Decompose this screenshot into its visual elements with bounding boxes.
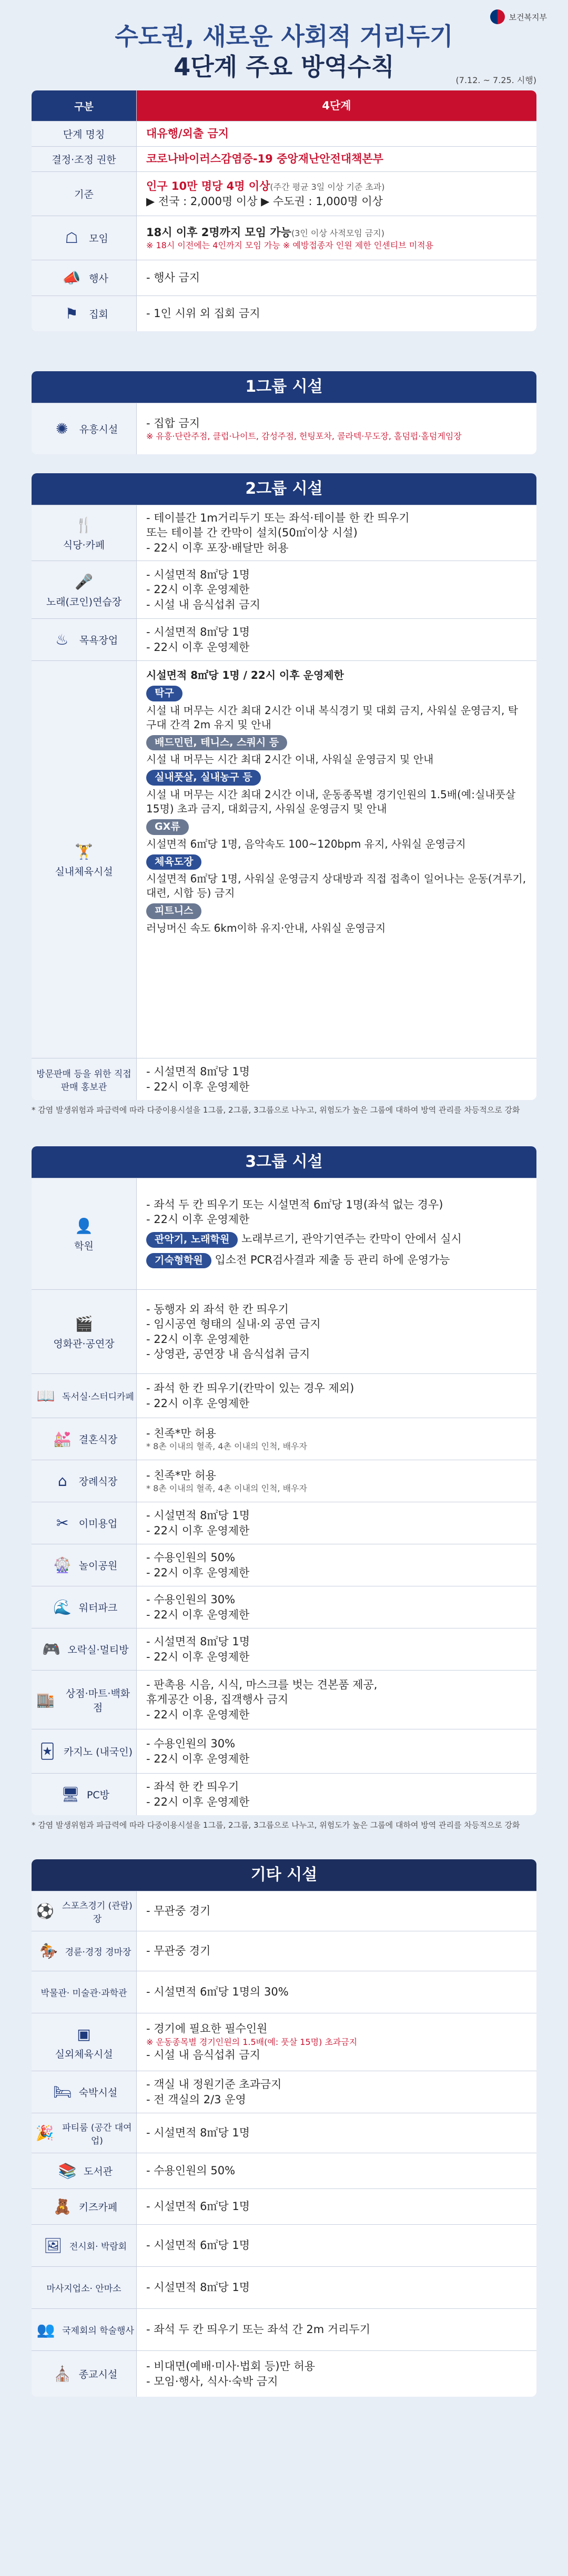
row-label [32,1628,137,1670]
rule-line: - 시설면적 8㎡당 1명 [146,568,250,581]
facility-row [32,505,536,561]
row-value [137,1774,536,1815]
row-label: 박물관· 미술관·과학관 [32,1971,137,2013]
page-title [0,21,568,82]
row-value [137,2351,536,2397]
facility-row [32,403,536,454]
rule-line: - 22시 이후 운영제한 [146,1332,250,1346]
row-label [32,1774,137,1815]
rule-line: - 22시 이후 운영제한 [146,1213,250,1226]
facility-row [32,1544,536,1586]
sport-rule: 시설 내 머무는 시간 최대 2시간 이내 복식경기 및 대회 금지, 사워실 운영금지, 탁구대 간격 2m 유지 및 안내 [146,704,519,731]
facility-row [32,1891,536,1931]
rule-line: - 수용인원의 30% [146,1737,236,1750]
sport-tag: 탁구 [146,686,182,701]
row-value: - 시설면적 8㎡당 1명 [146,2281,250,2294]
row-label [32,1729,137,1773]
label-text: 카지노 (내국인) [64,1746,133,1758]
facility-row [32,1931,536,1971]
rule-line: - 임시공연 형태의 실내·외 공연 금지 [146,1318,321,1331]
row-label [32,2071,137,2113]
row-label [32,505,137,561]
footnote: * 감염 발생위험과 파급력에 따라 다중이용시설을 1그룹, 2그룹, 3그룹으로 나누고, 위험도가 높은 그룹에 대하여 방역 관리를 차등적으로 강화 [32,1820,520,1830]
row-value [137,1460,536,1502]
store-icon: 🏬 [36,1691,55,1708]
col-label: 구분 [32,90,137,121]
row-label [32,2113,137,2153]
rule-line: - 22시 이후 운영제한 [146,640,250,654]
rule-note: ※ 유흥·단란주점, 클럽·나이트, 감성주점, 헌팅포차, 콜라텍·무도장, 홀덤펍·홀덤게임장 [146,431,462,441]
row-label [32,619,137,660]
row-label [32,2351,137,2397]
row-value: - 좌석 두 칸 띄우기 또는 좌석 간 2m 거리두기 [146,2323,371,2336]
label-text: 전시회· 박람회 [69,2242,127,2252]
label-text: 목욕장업 [79,635,118,646]
facility-row [32,1628,536,1670]
row-value [137,1586,536,1628]
label-text: 영화관·공연장 [53,1338,115,1350]
academy-rule: 노래부르기, 관악기연주는 칸막이 안에서 실시 [241,1233,462,1246]
soccer-icon: ⚽ [36,1902,54,1920]
label-text: 워터파크 [78,1602,118,1614]
rule-line: - 수용인원의 50% [146,1551,236,1564]
restaurant-icon: 🍴 [75,516,93,534]
row-value [137,2013,536,2071]
church-icon: ⛪ [53,2365,72,2382]
row-value [137,172,536,216]
row-label [32,1460,137,1502]
field-icon: ▣ [77,2025,91,2043]
sport-rule: 시설 내 머무는 시간 최대 2시간 이내, 사워실 운영금지 및 안내 [146,753,434,766]
rule-line: - 시설면적 8㎡당 1명 [146,626,250,639]
row-value: - 수용인원의 50% [146,2164,236,2177]
overview-row [32,296,536,331]
criteria-main: 인구 10만 명당 4명 이상 [146,180,270,193]
facility-row [32,1586,536,1628]
rule-line: - 22시 이후 포장·배달만 허용 [146,541,289,554]
sport-rule: 시설면적 6㎡당 1명, 사워실 운영금지 상대방과 직접 접촉이 일어나는 운동(겨루기, 대련, 시합 등) 금지 [146,872,526,900]
sport-tag: 피트니스 [146,903,201,919]
row-label [32,661,137,1058]
criteria-sub: (주간 평균 3일 이상 기준 초과) [270,182,385,192]
overview-row [32,121,536,146]
label-text: 스포츠경기 (관람)장 [62,1900,133,1925]
academy-tag: 관악기, 노래학원 [146,1232,238,1248]
rule-line: - 22시 이후 운영제한 [146,1708,250,1721]
overview-header-row [32,90,536,121]
bath-icon: ♨ [55,631,69,648]
rule-line: - 동행자 외 좌석 한 칸 띄우기 [146,1302,289,1316]
academy-rule: 입소전 PCR검사결과 제출 등 관리 하에 운영가능 [215,1253,450,1266]
label-text: 장례식장 [78,1476,118,1488]
row-value [137,561,536,618]
row-value [137,2071,536,2113]
gathering-main: 18시 이후 2명까지 모임 가능 [146,226,291,239]
row-label: 방문판매 등을 위한 직접판매 홍보관 [32,1058,137,1100]
facility-row [32,1289,536,1373]
sport-tag: 배드민턴, 테니스, 스쿼시 등 [146,735,287,751]
sport-rule: 시설면적 6㎡당 1명, 음악속도 100~120bpm 유지, 사워실 운영금지 [146,837,466,850]
wedding-icon: 💒 [53,1430,72,1448]
row-value [137,1544,536,1586]
row-value [137,505,536,561]
rule-line: - 테이블간 1m거리두기 또는 좌석·테이블 한 칸 띄우기 [146,511,410,524]
row-value [137,1628,536,1670]
rule-note: ※ 운동종목별 경기인원의 1.5배(예: 풋살 15명) 초과금지 [146,2037,358,2047]
rule-line: - 친족*만 허용 [146,1469,216,1482]
criteria-detail: ▶ 전국 : 2,000명 이상 ▶ 수도권 : 1,000명 이상 [146,195,383,208]
sport-tag: 실내풋살, 실내농구 등 [146,770,261,786]
row-value: - 무관중 경기 [146,1944,211,1958]
horse-icon: 🏇 [39,1942,58,1960]
rule-line: - 22시 이후 운영제한 [146,1397,250,1410]
overview-row [32,171,536,216]
label-text: 이미용업 [78,1518,118,1530]
rule-line: - 22시 이후 운영제한 [146,1524,250,1537]
game-icon: 🎮 [42,1641,60,1658]
rule-sub: * 8촌 이내의 혈족, 4촌 이내의 인척, 배우자 [146,1483,307,1493]
facility-row [32,1460,536,1502]
phase-badge: 4단계 [137,90,536,121]
rule-line: - 22시 이후 운영제한 [146,1752,250,1765]
label-text: PC방 [86,1789,110,1801]
facility-row [32,618,536,660]
row-label [32,1418,137,1460]
section-title: 기타 시설 [32,1859,536,1891]
party-icon: 🎉 [35,2124,54,2142]
label-text: 학원 [74,1240,94,1252]
row-label: 결정·조정 권한 [32,147,137,171]
row-value: - 1인 시위 외 집회 금지 [146,307,260,320]
title-line-1: 수도권, 새로운 사회적 거리두기 [115,22,453,50]
label-text: 집회 [89,309,108,320]
facility-row [32,1729,536,1773]
label-text: 결혼식장 [78,1434,118,1445]
label-text: 파티룸 (공간 대여업) [62,2122,132,2146]
rule-line: - 집합 금지 [146,416,200,430]
row-value: - 행사 금지 [146,271,200,284]
section-title: 1그룹 시설 [32,371,536,403]
rule-line: 휴게공간 이용, 집객행사 금지 [146,1693,289,1706]
row-value: - 시설면적 6㎡당 1명의 30% [146,1986,289,1999]
rule-line: 또는 테이블 간 칸막이 설치(50㎡이상 시설) [146,526,358,539]
rule-line: - 22시 이후 운영제한 [146,1566,250,1579]
label-text: 식당·카페 [63,539,105,551]
label-text: 독서실·스터디카페 [62,1392,134,1402]
rule-line: - 경기에 필요한 필수인원 [146,2022,268,2035]
rule-line: - 22시 이후 운영제한 [146,1650,250,1663]
row-label [32,1374,137,1418]
rule-line: - 상영관, 공연장 내 음식섭취 금지 [146,1347,310,1360]
row-label [32,2189,137,2224]
rule-sub: * 8촌 이내의 혈족, 4촌 이내의 인척, 배우자 [146,1441,307,1451]
row-value [137,1502,536,1544]
ministry-name: 보건복지부 [509,12,547,22]
overview-row [32,216,536,260]
label-text: 경륜·경정 경마장 [65,1947,131,1958]
row-value [137,1729,536,1773]
row-label [32,260,137,296]
megaphone-icon: 📣 [62,269,81,287]
row-label [32,2225,137,2266]
row-value [137,1671,536,1729]
label-text: 상점·마트·백화점 [65,1687,130,1714]
casino-icon: 🃏 [39,1743,55,1760]
facility-row [32,2266,536,2308]
row-value: - 무관중 경기 [146,1905,211,1918]
facility-row [32,1373,536,1418]
rule-line: - 22시 이후 운영제한 [146,1080,250,1093]
conference-icon: 👥 [36,2321,55,2338]
rule-line: - 객실 내 정원기준 초과금지 [146,2078,282,2091]
row-label [32,2013,137,2071]
facility-row [32,2308,536,2350]
row-label [32,1502,137,1544]
overview-row [32,146,536,171]
rule-line: - 시설면적 8㎡당 1명 [146,1509,250,1522]
facility-row [32,2224,536,2266]
rule-line: - 22시 이후 운영제한 [146,583,250,596]
row-label [32,2309,137,2350]
ferris-wheel-icon: 🎡 [53,1556,72,1574]
scissors-icon: ✂ [56,1514,69,1532]
facility-row [32,1773,536,1815]
kids-icon: 🧸 [53,2198,72,2215]
rule-line: - 비대면(예배·미사·법회 등)만 허용 [146,2360,316,2373]
clapper-icon: 🎬 [75,1315,93,1332]
row-label [32,403,137,454]
flag-icon: ⚑ [65,305,78,322]
row-value: - 시설면적 6㎡당 1명 [146,2239,250,2252]
facility-row [32,660,536,1058]
fitness-icon: 🏋 [75,842,93,860]
rule-line: - 판촉용 시음, 시식, 마스크를 벗는 견본품 제공, [146,1678,378,1691]
row-value [137,403,536,454]
microphone-icon: 🎤 [75,573,93,590]
academy-icon: 👤 [75,1217,93,1235]
funeral-icon: ⌂ [57,1472,67,1490]
row-label [32,1178,137,1289]
rule-line: - 좌석 한 칸 띄우기(칸막이 있는 경우 제외) [146,1382,354,1395]
row-value [137,216,536,260]
row-label: 마사지업소· 안마소 [32,2267,137,2308]
facility-row [32,561,536,618]
library-icon: 📚 [58,2162,77,2180]
rule-line: - 시설면적 8㎡당 1명 [146,1635,250,1648]
section-title: 3그룹 시설 [32,1146,536,1178]
label-text: 오락실·멀티방 [67,1644,129,1656]
row-value [137,1290,536,1373]
facility-row [32,2113,536,2153]
facility-row [32,1502,536,1544]
rule-line: - 시설 내 음식섭취 금지 [146,598,260,611]
facility-row [32,2071,536,2113]
facility-row [32,2188,536,2224]
facility-row [32,2013,536,2071]
title-line-2: 4단계 주요 방역수칙 [174,53,394,81]
facility-row [32,1670,536,1729]
label-text: 유흥시설 [79,424,118,435]
rule-line: - 모임·행사, 식사·숙박 금지 [146,2375,278,2388]
academy-tag: 기숙형학원 [146,1253,211,1269]
row-value: - 시설면적 6㎡당 1명 [146,2200,250,2213]
label-text: 실내체육시설 [55,866,113,878]
row-value [137,1374,536,1418]
exhibition-icon: 🖼 [44,2237,63,2254]
label-text: 실외체육시설 [55,2049,113,2060]
rule-line: - 시설 내 음식섭취 금지 [146,2049,260,2062]
facility-row [32,1971,536,2013]
row-label [32,561,137,618]
row-value [137,661,536,1058]
group-icon: ☖ [65,229,78,247]
facility-row [32,1418,536,1460]
facility-row [32,1058,536,1100]
label-text: 숙박시설 [78,2087,118,2099]
rule-line: - 좌석 한 칸 띄우기 [146,1780,239,1794]
label-text: 모임 [89,233,108,245]
row-value: 코로나바이러스감염증-19 중앙재난안전대책본부 [146,152,383,166]
book-icon: 📖 [36,1387,55,1404]
row-value [137,1418,536,1460]
label-text: 행사 [89,273,108,284]
row-label: 기준 [32,172,137,216]
footnote: * 감염 발생위험과 파급력에 따라 다중이용시설을 1그룹, 2그룹, 3그룹으로 나누고, 위험도가 높은 그룹에 대하여 방역 관리를 차등적으로 강화 [32,1105,520,1115]
label-text: 도서관 [83,2166,113,2177]
facility-row [32,2350,536,2397]
label-text: 놀이공원 [78,1560,118,1572]
sport-tag: 체육도장 [146,854,201,870]
row-value [137,1178,536,1289]
rule-line: - 전 객실의 2/3 운영 [146,2093,246,2106]
row-label [32,1671,137,1729]
row-label [32,296,137,331]
pc-icon: 🖥 [61,1786,80,1803]
label-text: 종교시설 [78,2369,118,2380]
row-label [32,1586,137,1628]
sport-tag: GX류 [146,819,189,835]
rule-line: - 시설면적 8㎡당 1명 [146,1065,250,1078]
row-value: 대유행/외출 금지 [146,127,229,140]
rule-line: - 22시 이후 운영제한 [146,1608,250,1621]
row-label [32,1290,137,1373]
sport-rule: 러닝머신 속도 6km이하 유지·안내, 사워실 운영금지 [146,921,386,934]
rule-line: - 22시 이후 운영제한 [146,1795,250,1808]
row-label [32,1544,137,1586]
row-label [32,1891,137,1931]
row-value [137,619,536,660]
facility-row [32,1178,536,1289]
gathering-sub: (3인 이상 사적모임 금지) [291,228,384,238]
row-label [32,2153,137,2188]
row-label [32,1931,137,1971]
water-icon: 🌊 [53,1598,72,1616]
section-title: 2그룹 시설 [32,473,536,505]
overview-row [32,260,536,296]
rule-intro: 시설면적 8㎡당 1명 / 22시 이후 운영제한 [146,669,344,681]
label-text: 노래(코인)연습장 [46,596,122,608]
bed-icon: 🛏 [53,2083,72,2101]
gathering-note: ※ 18시 이전에는 4인까지 모임 가능 ※ 예방접종자 인원 제한 인센티브 미적용 [146,240,434,250]
label-text: 키즈카페 [78,2202,118,2213]
row-label [32,216,137,260]
label-text: 국제회의 학술행사 [62,2326,134,2336]
row-label: 단계 명칭 [32,121,137,146]
rule-line: - 좌석 두 칸 띄우기 또는 시설면적 6㎡당 1명(좌석 없는 경우) [146,1198,443,1211]
rule-line: - 친족*만 허용 [146,1427,216,1440]
entertainment-icon: ✺ [56,420,68,437]
row-value [137,1058,536,1100]
period-text: (7.12. ~ 7.25. 시행) [455,75,536,85]
row-value: - 시설면적 8㎡당 1명 [146,2126,250,2140]
rule-line: - 수용인원의 30% [146,1593,236,1606]
sport-rule: 시설 내 머무는 시간 최대 2시간 이내, 운동종목별 경기인원의 1.5배(예:실내풋살 15명) 초과 금지, 대회금지, 사워실 운영금지 및 안내 [146,788,516,815]
facility-row [32,2153,536,2188]
